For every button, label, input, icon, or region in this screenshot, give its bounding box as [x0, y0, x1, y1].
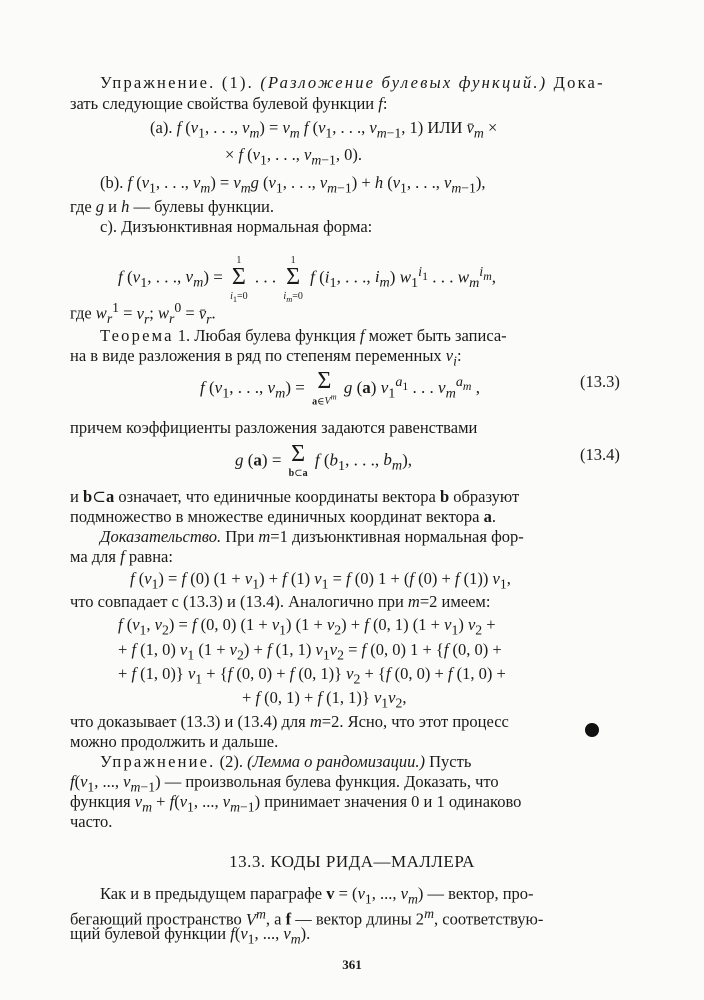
page-number: 361	[342, 957, 362, 972]
exercise-2-line-1: Упражнение. (2). (Лемма о рандомизации.) Пусть	[100, 752, 472, 771]
exercise-2-line-4: часто.	[70, 812, 113, 831]
proof-line-3: что совпадает с (13.3) и (13.4). Аналогично при m=2 имеем:	[70, 592, 491, 611]
proof-conclusion-2: можно продолжить и дальше.	[70, 732, 279, 751]
section-text-3: щий булевой функции $f(v_1$, ..., $v_m$).	[70, 924, 311, 947]
subset-text-2: подмножество в множестве единичных координат вектора a.	[70, 507, 496, 526]
exercise-2-line-2: $f(v_1$, ..., $v_{m-1}$) — произвольная булева функция. Доказать, что	[70, 772, 499, 795]
proof-formula-m2-2: + f (1, 0) $v_1$ $(1 + v_2) + f$ (1, 1) $v_1v_2 = f$ (0, 0) 1 + {f (0, 0) +	[118, 640, 502, 663]
exercise-2-line-3: функция $v_m + f(v_1$, ..., $v_{m-1}$) принимает значения 0 и 1 одинаково	[70, 792, 522, 815]
section-text-1: Как и в предыдущем параграфе $v = (v_1$, ..., $v_m$) — вектор, про-	[100, 884, 534, 907]
equation-13-3: f ($v_1$, . . ., $v_m) = \Sigma$ $a\in V^m$ g (a) $v_1^{a_1}$ . . . $v_m^{a_m}$ ,	[200, 368, 480, 408]
end-of-proof-mark	[585, 723, 599, 737]
section-text-2: бегающий пространство $V^m$, а f — вектор длины 2$^m$, соответствую-	[70, 906, 544, 929]
coefficients-text: причем коэффициенты разложения задаются равенствами	[70, 418, 478, 437]
proof-line-2: ма для f равна:	[70, 547, 173, 566]
formula-b-note: где g и h — булевы функции.	[70, 197, 274, 216]
formula-c-def: где $w_r^1 = v_r$; $w_r^0$ = $v̄_r$.	[70, 300, 216, 326]
equation-number-13-3: (13.3)	[580, 372, 620, 391]
proof-formula-m2-4: + f (0, 1) + f (1, 1)} $v_1v_2$,	[242, 688, 407, 711]
proof-formula-m2-1: f ($v_1$, $v_2) = f$ (0, 0) $(1 + v_1)$ $(1 + v_2) + f$ (0, 1) $(1 + v_1)$ $v_2$ +	[118, 615, 496, 638]
equation-13-4: g (a) = Σ b⊂a f ($b_1$, . . ., $b_m$),	[235, 441, 413, 479]
formula-c: f ($v_1$, . . ., $v_m) = 1$ Σ $i_1=0$ . . . 1 Σ $i_m=0$ f ($i_1$, . . ., $i_m$) $w_1^{i_1}$ . . . $w_m^{i_m}$,	[118, 255, 497, 304]
exercise-1-line-2: зать следующие свойства булевой функции f:	[70, 94, 388, 113]
equation-number-13-4: (13.4)	[580, 445, 620, 464]
formula-a-line-2: × f ($v_1$, . . ., $v_{m-1}$, 0).	[225, 145, 363, 168]
subset-text-1: и b⊂a означает, что единичные координаты вектора b образуют	[70, 487, 520, 506]
proof-conclusion-1: что доказывает (13.3) и (13.4) для m=2. Ясно, что этот процесс	[70, 712, 509, 731]
formula-b: (b). f ($v_1$, . . ., $v_m) = v_mg$ ($v_1$, . . ., $v_{m-1}) + h$ ($v_1$, . . ., $v_{m-1}$),	[100, 173, 486, 196]
formula-a-line-1: (a). f ($v_1$, . . ., $v_m) = v_m$ f ($v_1$, . . ., $v_{m-1}$, 1) ИЛИ $v̄_m$ ×	[150, 118, 498, 141]
section-heading: 13.3. КОДЫ РИДА—МАЛЛЕРА	[229, 852, 475, 871]
exercise-1-line-1: Упражнение. (1). (Разложение булевых функций.) Дока-	[100, 73, 605, 92]
formula-c-intro: c). Дизъюнктивная нормальная форма:	[100, 217, 373, 236]
theorem-line-2: на в виде разложения в ряд по степеням переменных $v_i$:	[70, 346, 462, 369]
proof-line-1: Доказательство. При m=1 дизъюнктивная нормальная фор-	[100, 527, 524, 546]
proof-formula-m2-3: + f (1, 0)} $v_1 + \{f$ (0, 0) + f (0, 1)} $v_2 + \{f$ (0, 0) + f (1, 0) +	[118, 664, 506, 687]
proof-formula-m1: f $(v_1) = f$ (0) $(1 + v_1) + f$ (1) $v_1 = f$ (0) 1 + (f (0) + f (1)) $v_1$,	[130, 569, 511, 592]
theorem-line-1: Теорема 1. Любая булева функция f может быть записа-	[100, 326, 507, 345]
